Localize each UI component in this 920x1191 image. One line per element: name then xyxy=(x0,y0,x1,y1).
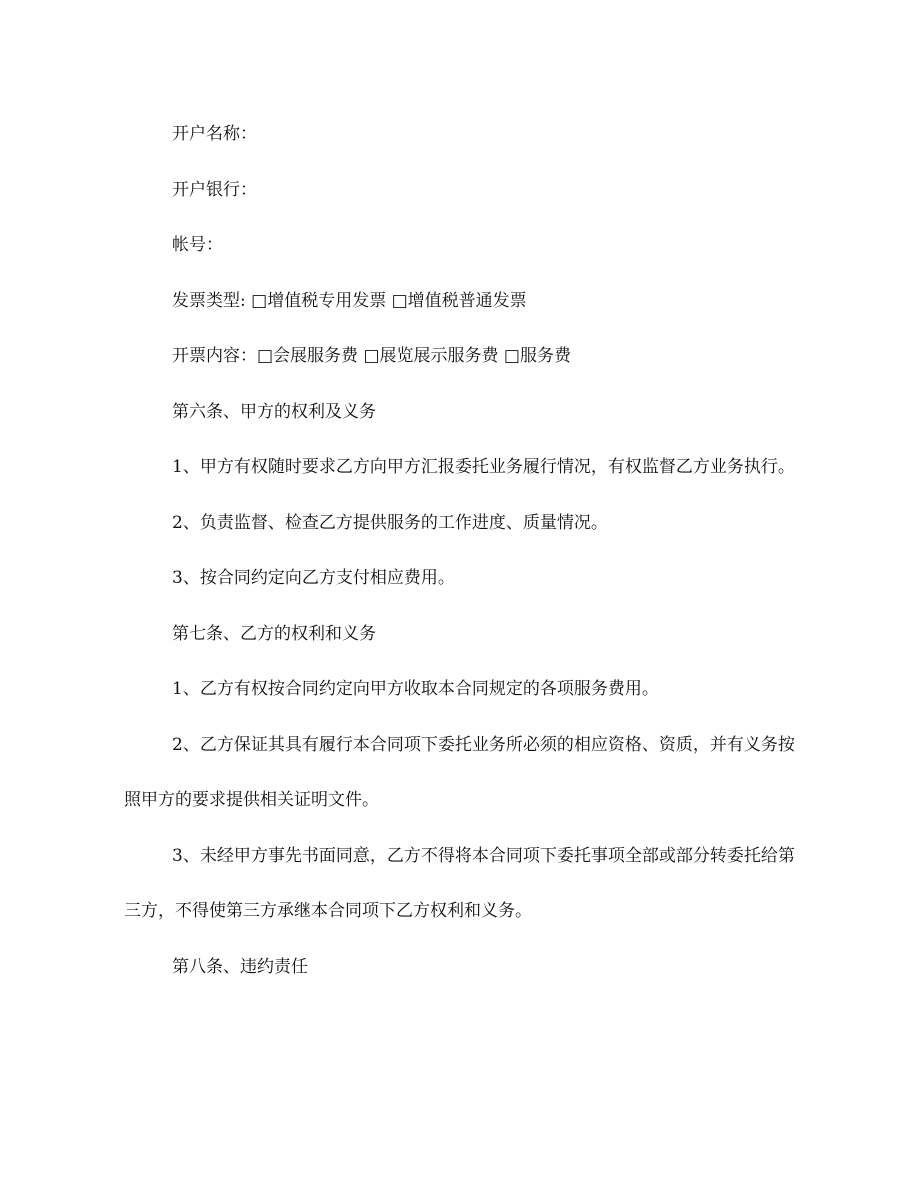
article-seven-clause-3: 3、未经甲方事先书面同意，乙方不得将本合同项下委托事项全部或部分转委托给第三方，不得使第三方承继本合同项下乙方权利和义务。 xyxy=(124,845,795,921)
bank-name-field-label: 开户银行： xyxy=(172,179,257,200)
article-six-clause-3: 3、按合同约定向乙方支付相应费用。 xyxy=(172,568,455,588)
document-body xyxy=(124,107,796,995)
account-number-field-label: 帐号： xyxy=(172,235,223,255)
invoice-type-line: 发票类型: □增值税专用发票 □增值税普通发票 xyxy=(172,290,527,311)
article-seven-clause-1: 1、乙方有权按合同约定向甲方收取本合同规定的各项服务费用。 xyxy=(172,679,659,699)
article-seven-clause-2: 2、乙方保证其具有履行本合同项下委托业务所必须的相应资格、资质，并有义务按照甲方的要求提供相关证明文件。 xyxy=(124,734,795,810)
article-six-heading: 第六条、甲方的权利及义务 xyxy=(172,401,376,422)
article-six-clause-2: 2、负责监督、检查乙方提供服务的工作进度、质量情况。 xyxy=(172,512,608,533)
article-eight-heading: 第八条、违约责任 xyxy=(172,956,308,977)
account-name-field-label: 开户名称： xyxy=(172,124,257,144)
article-six-clause-1: 1、甲方有权随时要求乙方向甲方汇报委托业务履行情况，有权监督乙方业务执行。 xyxy=(172,457,795,477)
invoice-content-line: 开票内容：□会展服务费 □展览展示服务费 □服务费 xyxy=(172,346,571,366)
article-seven-heading: 第七条、乙方的权利和义务 xyxy=(172,623,376,644)
